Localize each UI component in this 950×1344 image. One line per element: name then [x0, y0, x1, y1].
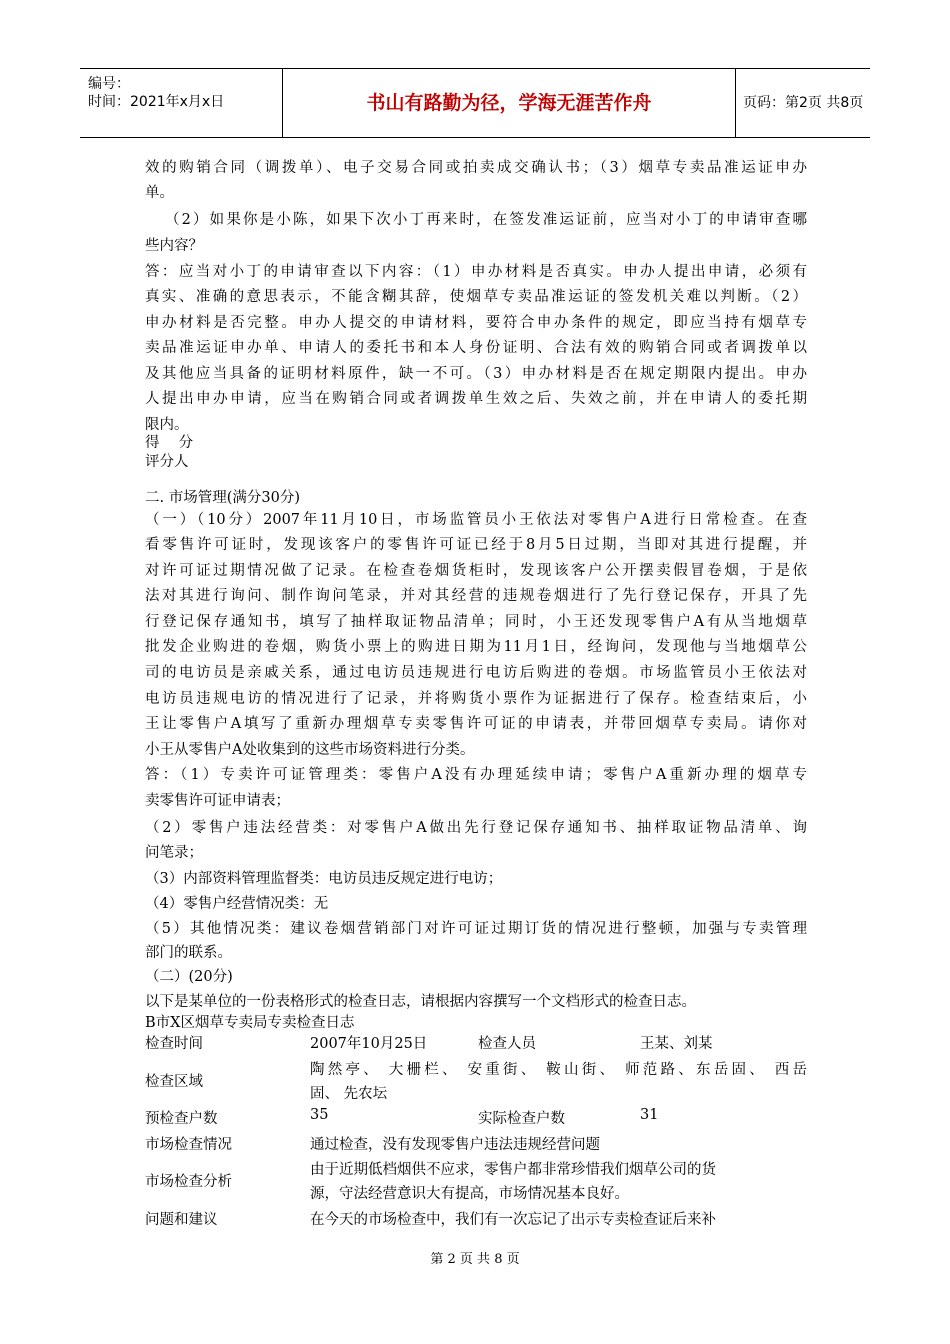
body-line: 卖零售许可证申请表；	[145, 793, 290, 809]
page-footer: 第 2 页 共 8 页	[430, 1252, 520, 1267]
body-line: 电访员违规电访的情况进行了记录，并将购货小票作为证据进行了保存。检查结束后，小	[145, 691, 807, 707]
body-line: 王让零售户A填写了重新办理烟草专卖零售许可证的申请表，并带回烟草专卖局。请你对	[145, 716, 807, 732]
analysis-line1: 由于近期低档烟供不应求，零售户都非常珍惜我们烟草公司的货	[310, 1162, 716, 1178]
date-label: 时间：2021年x月x日	[88, 94, 225, 110]
body-line: （2）零售户违法经营类：对零售户A做出先行登记保存通知书、抽样取证物品清单、询	[145, 820, 807, 836]
body-line: 单。	[145, 185, 174, 201]
body-line: 人提出申办申请，应当在购销合同或者调拨单生效之后、失效之前，并在申请人的委托期	[145, 391, 807, 407]
area-label: 检查区域	[145, 1074, 203, 1090]
body-line: 问笔录；	[145, 845, 203, 861]
time-value: 2007年10月25日	[310, 1036, 428, 1052]
situation-label: 市场检查情况	[145, 1137, 232, 1153]
body-line: 小王从零售户A处收集到的这些市场资料进行分类。	[145, 742, 475, 758]
body-line: （5）其他情况类：建议卷烟营销部门对许可证过期订货的情况进行整顿，加强与专卖管理	[145, 921, 807, 937]
planned-value: 35	[310, 1107, 329, 1123]
page-header	[80, 68, 870, 138]
page-label: 页码：第2页 共8页	[743, 95, 864, 111]
body-line: 法对其进行询问、制作询问笔录，并对其经营的违规卷烟进行了先行登记保存，开具了先	[145, 588, 807, 604]
body-line: 答：（1）专卖许可证管理类：零售户A没有办理延续申请；零售户A重新办理的烟草专	[145, 767, 807, 783]
body-line: 行登记保存通知书，填写了抽样取证物品清单；同时，小王还发现零售户A有从当地烟草	[145, 614, 807, 630]
analysis-line2: 源，守法经营意识大有提高，市场情况基本良好。	[310, 1186, 629, 1202]
actual-label: 实际检查户数	[478, 1111, 565, 1127]
inspector-value: 王某、刘某	[640, 1036, 713, 1052]
body-line: （一）（10分）2007年11月10日，市场监管员小王依法对零售户A进行日常检查。在查	[145, 512, 807, 528]
body-line: 些内容？	[145, 238, 203, 254]
body-line: 限内。	[145, 417, 189, 433]
inspector-label: 检查人员	[478, 1036, 536, 1052]
body-line: 评分人	[145, 454, 189, 470]
body-line: B市X区烟草专卖局专卖检查日志	[145, 1015, 355, 1031]
body-line: 效的购销合同（调拨单）、电子交易合同或拍卖成交确认书；（3）烟草专卖品准运证申办	[145, 160, 807, 176]
area-line2: 固、 先农坛	[310, 1086, 388, 1102]
body-line: 看零售许可证时，发现该客户的零售许可证已经于8月5日过期，当即对其进行提醒，并	[145, 537, 807, 553]
body-line: 批发企业购进的卷烟，购货小票上的购进日期为11月1日，经询问，发现他与当地烟草公	[145, 639, 807, 655]
body-line: （4）零售户经营情况类：无	[145, 896, 329, 912]
situation-value: 通过检查，没有发现零售户违法违规经营问题	[310, 1137, 600, 1153]
body-line: 得 分	[145, 435, 194, 451]
body-line: 对许可证过期情况做了记录。在检查卷烟货柜时，发现该客户公开摆卖假冒卷烟，于是依	[145, 563, 807, 579]
issues-line1: 在今天的市场检查中，我们有一次忘记了出示专卖检查证后来补	[310, 1212, 716, 1228]
body-line: （2）如果你是小陈，如果下次小丁再来时，在签发准运证前，应当对小丁的申请审查哪	[165, 212, 807, 228]
body-line: 以下是某单位的一份表格形式的检查日志，请根据内容撰写一个文档形式的检查日志。	[145, 994, 696, 1010]
number-label: 编号：	[88, 76, 130, 92]
body-line: 答：应当对小丁的申请审查以下内容：（1）申办材料是否真实。申办人提出申请，必须有	[145, 264, 807, 280]
body-line: 部门的联系。	[145, 945, 232, 961]
body-line: （二）(20分)	[145, 969, 233, 985]
motto: 书山有路勤为径，学海无涯苦作舟	[282, 69, 736, 137]
body-line: 卖品准运证申办单、申请人的委托书和本人身份证明、合法有效的购销合同或者调拨单以	[145, 340, 807, 356]
body-line: 二. 市场管理(满分30分)	[145, 490, 300, 506]
body-line: 司的电访员是亲戚关系，通过电访员违规进行电访后购进的卷烟。市场监管员小王依法对	[145, 665, 807, 681]
time-label: 检查时间	[145, 1036, 203, 1052]
body-line: （3）内部资料管理监督类：电访员违反规定进行电访；	[145, 871, 503, 887]
actual-value: 31	[640, 1107, 659, 1123]
header-meta	[80, 69, 282, 137]
body-line: 申办材料是否完整。申办人提交的申请材料，要符合申办条件的规定，即应当持有烟草专	[145, 315, 807, 331]
analysis-label: 市场检查分析	[145, 1174, 232, 1190]
body-line: 及其他应当具备的证明材料原件，缺一不可。（3）申办材料是否在规定期限内提出。申办	[145, 366, 807, 382]
planned-label: 预检查户数	[145, 1111, 218, 1127]
area-line1: 陶然亭、 大栅栏、 安重街、 鞍山街、 师范路、东岳固、 西岳	[310, 1062, 807, 1078]
issues-label: 问题和建议	[145, 1212, 218, 1228]
body-line: 真实、准确的意思表示，不能含糊其辞，使烟草专卖品准运证的签发机关难以判断。（2）	[145, 289, 807, 305]
